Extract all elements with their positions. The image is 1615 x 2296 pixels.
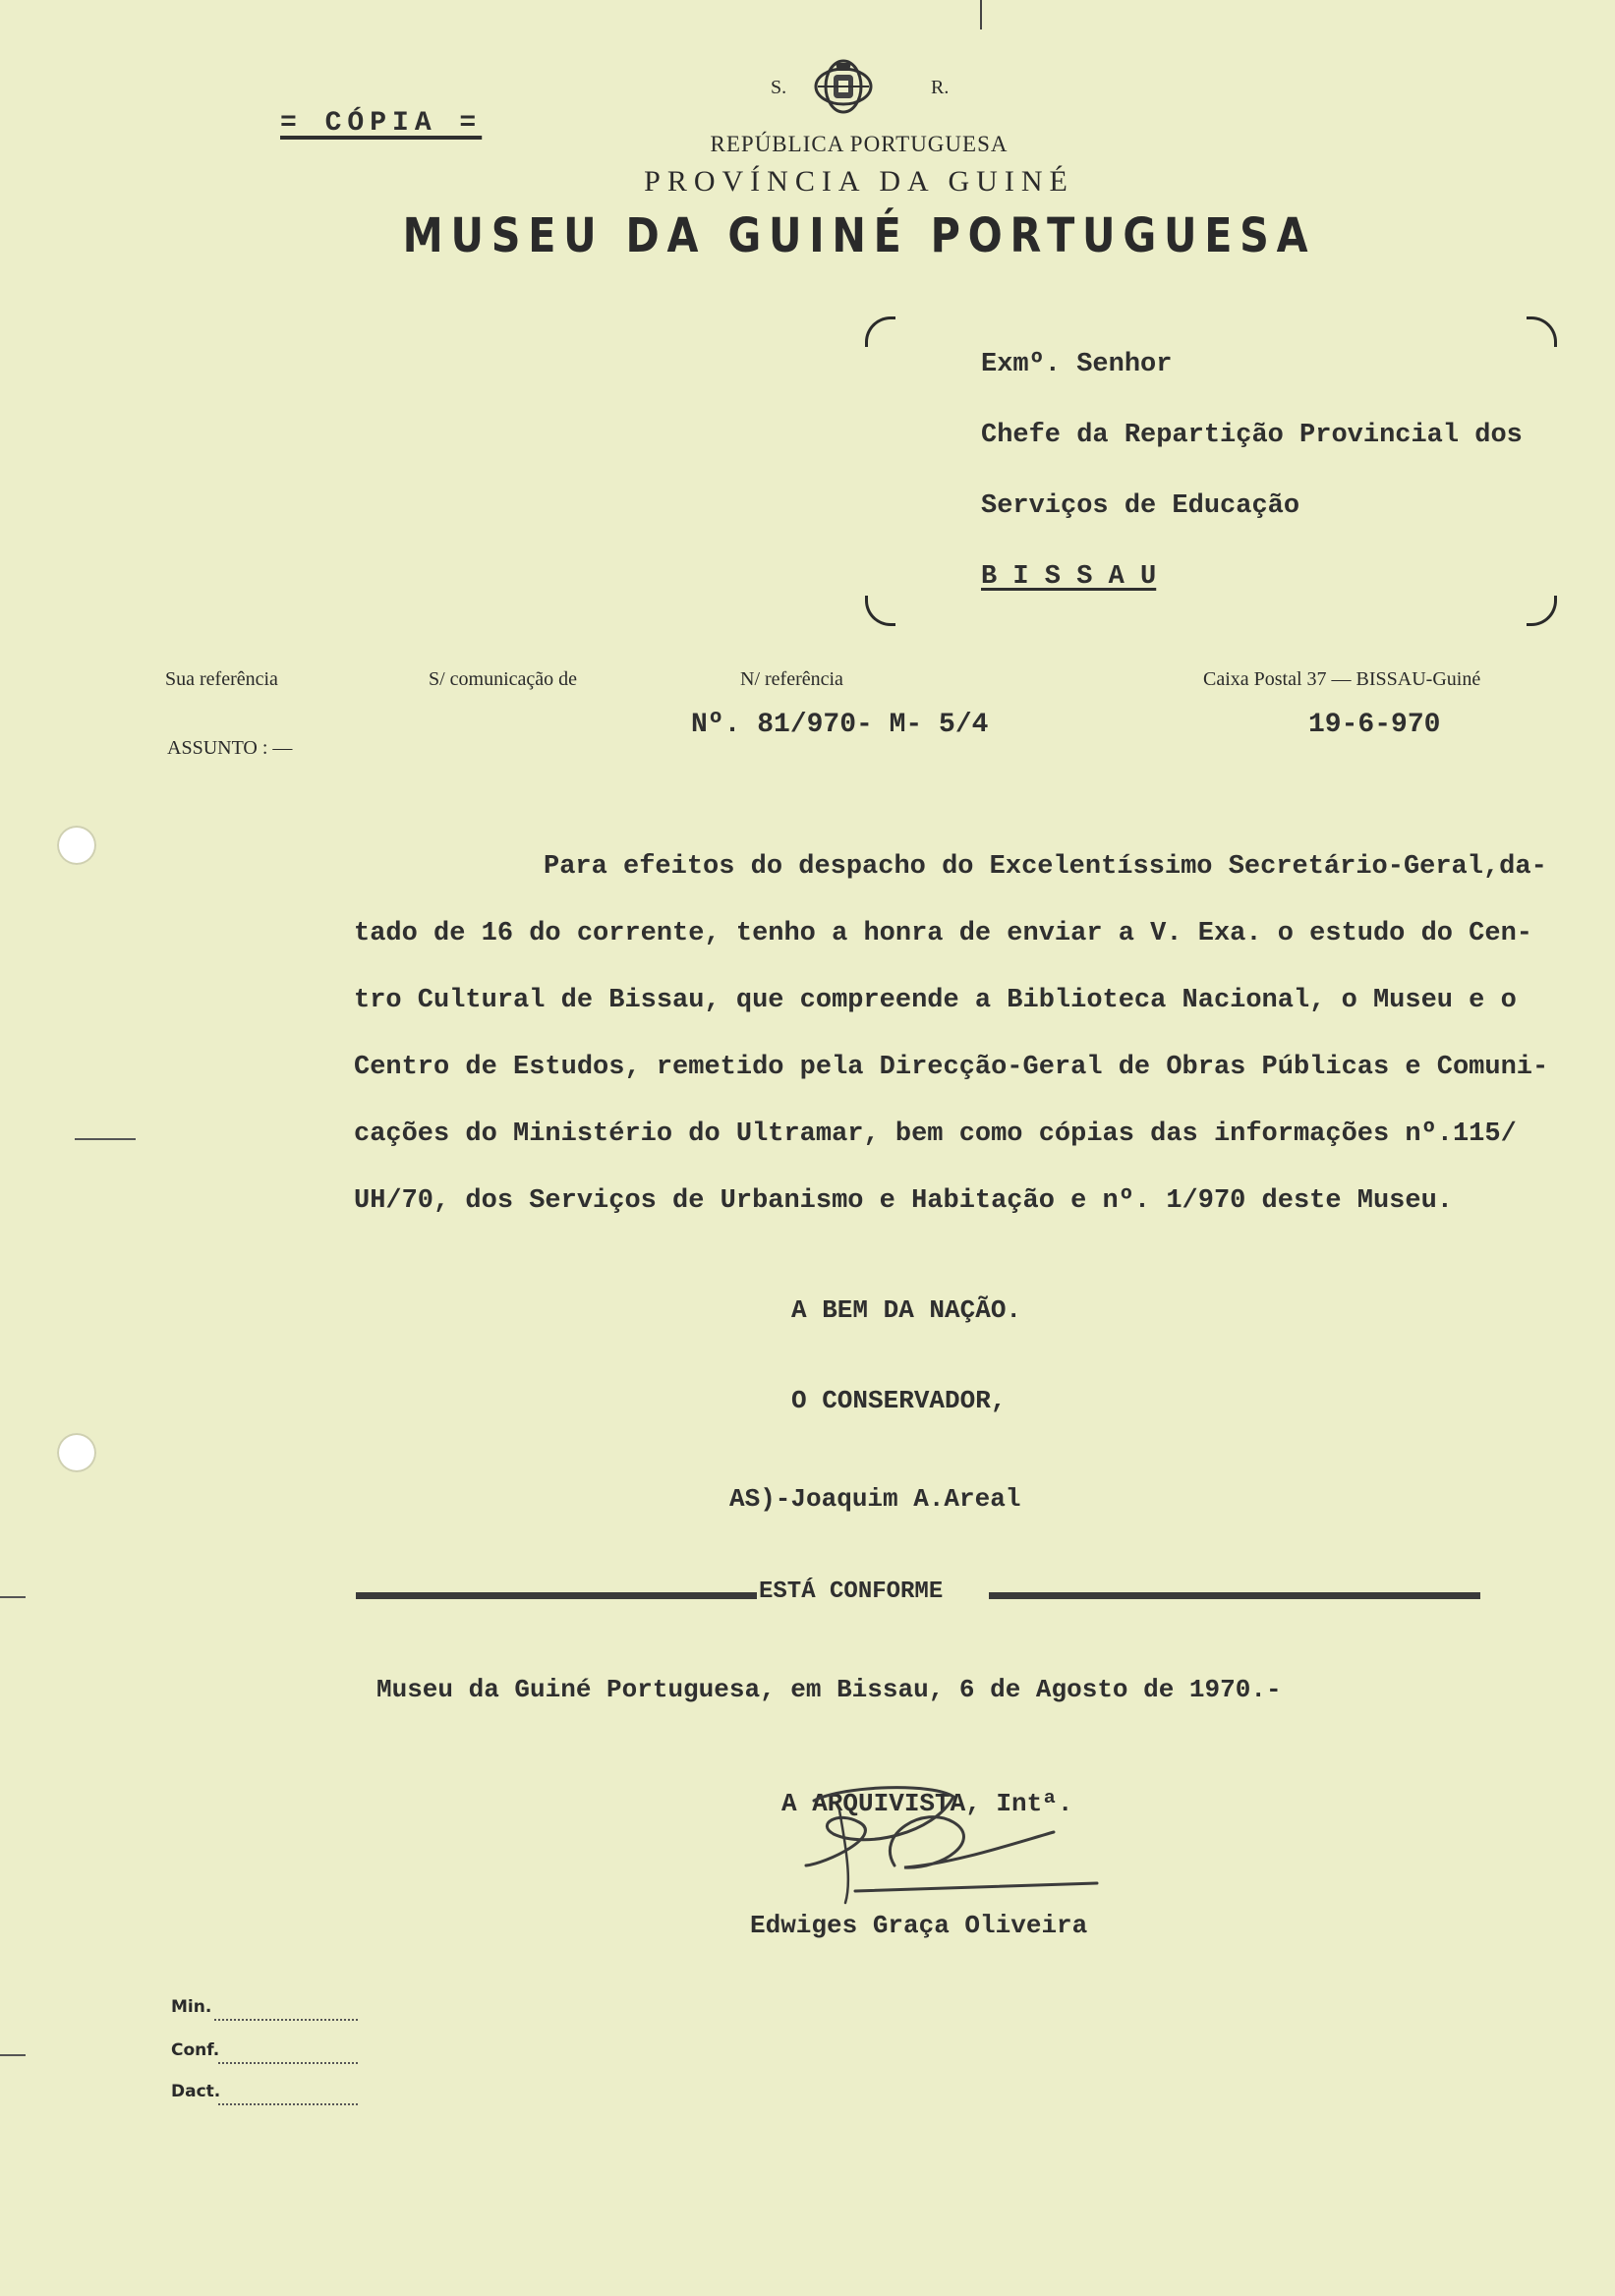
- fold-mark: [980, 0, 982, 29]
- address-city: B I S S A U: [981, 562, 1157, 592]
- handwritten-signature: [786, 1775, 1111, 1923]
- address-bracket-tl: [865, 316, 895, 347]
- header-s: S.: [771, 77, 787, 98]
- sua-referencia-label: Sua referência: [165, 668, 278, 690]
- date-value: 19-6-970: [1308, 710, 1441, 740]
- museu-title: MUSEU DA GUINÉ PORTUGUESA: [402, 208, 1316, 263]
- signed-conservador: AS)-Joaquim A.Areal: [729, 1484, 1021, 1514]
- footer-conf-line: [218, 2062, 358, 2064]
- address-salutation: Exmº. Senhor: [981, 350, 1173, 379]
- n-referencia-value: Nº. 81/970- M- 5/4: [691, 710, 989, 740]
- caixa-postal-label: Caixa Postal 37 — BISSAU-Guiné: [1203, 668, 1481, 690]
- esta-conforme-rule-left: [356, 1592, 757, 1599]
- n-referencia-label: N/ referência: [740, 668, 843, 690]
- address-line-1: Chefe da Repartição Provincial dos: [981, 421, 1523, 450]
- body-line-2: tado de 16 do corrente, tenho a honra de enviar a V. Exa. o estudo do Cen-: [354, 919, 1532, 948]
- body-line-5: cações do Ministério do Ultramar, bem como cópias das informações nº.115/: [354, 1119, 1517, 1149]
- arquivista-name: Edwiges Graça Oliveira: [750, 1911, 1088, 1940]
- republica-portuguesa: REPÚBLICA PORTUGUESA: [710, 132, 1009, 156]
- footer-dact-line: [218, 2103, 358, 2105]
- o-conservador: O CONSERVADOR,: [791, 1386, 1007, 1415]
- punch-hole-bottom: [57, 1433, 96, 1472]
- address-bracket-br: [1527, 596, 1557, 626]
- punch-hole-top: [57, 826, 96, 865]
- address-bracket-tr: [1527, 316, 1557, 347]
- body-line-6: UH/70, dos Serviços de Urbanismo e Habitação e nº. 1/970 deste Museu.: [354, 1186, 1453, 1216]
- margin-mark-middle: [75, 1138, 136, 1140]
- body-line-3: tro Cultural de Bissau, que compreende a Biblioteca Nacional, o Museu e o: [354, 986, 1517, 1015]
- a-bem-da-nacao: A BEM DA NAÇÃO.: [791, 1295, 1022, 1325]
- body-line-1: Para efeitos do despacho do Excelentíssimo Secretário-Geral,da-: [544, 852, 1547, 882]
- arquivista-title: A ARQUIVISTA, Intª.: [781, 1789, 1073, 1818]
- footer-min-line: [214, 2019, 358, 2021]
- place-and-date: Museu da Guiné Portuguesa, em Bissau, 6 de Agosto de 1970.-: [376, 1675, 1282, 1704]
- esta-conforme-rule-right: [989, 1592, 1480, 1599]
- address-line-2: Serviços de Educação: [981, 491, 1300, 521]
- coat-of-arms-icon: [812, 53, 875, 116]
- footer-conf-label: Conf.: [171, 2040, 220, 2060]
- assunto-label: ASSUNTO : —: [167, 737, 293, 759]
- margin-mark-bottom: [0, 2054, 26, 2056]
- header-r: R.: [931, 77, 950, 98]
- footer-dact-label: Dact.: [171, 2082, 221, 2101]
- provincia-da-guine: PROVÍNCIA DA GUINÉ: [644, 165, 1074, 198]
- footer-min-label: Min.: [171, 1997, 212, 2017]
- copia-stamp: = CÓPIA =: [280, 108, 483, 139]
- esta-conforme: ESTÁ CONFORME: [759, 1578, 944, 1605]
- address-bracket-bl: [865, 596, 895, 626]
- body-line-4: Centro de Estudos, remetido pela Direcção-Geral de Obras Públicas e Comuni-: [354, 1053, 1549, 1082]
- s-comunicacao-label: S/ comunicação de: [429, 668, 578, 690]
- margin-mark-left: [0, 1596, 26, 1598]
